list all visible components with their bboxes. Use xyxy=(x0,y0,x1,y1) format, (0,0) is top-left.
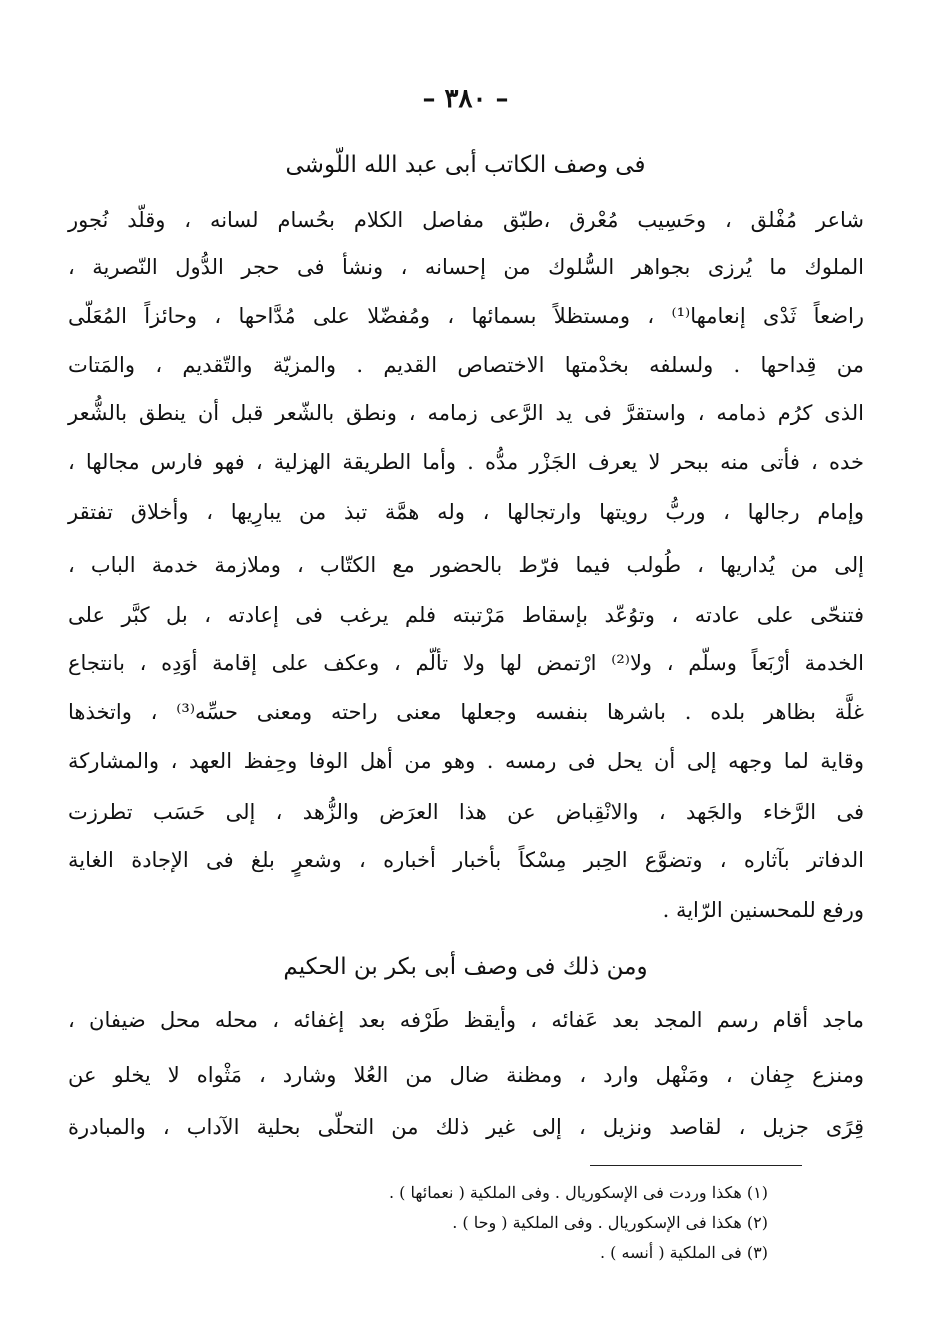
text-line: الملوك ما يُرزى بجواهر السُّلوك من إحسانه ، ونشأ فى حجر الدُّول النّصرية ، xyxy=(68,255,864,279)
text-line: فتنحّى على عادته ، وتوُعّد بإسقاط مَرْتبته فلم يرغب فى إعادته ، بل كبَّر على xyxy=(68,603,864,627)
text-line: خده ، فأتى منه ببحر لا يعرف الجَزْر مدُّه . وأما الطريقة الهزلية ، فهو فارس مجالها ، xyxy=(68,450,864,474)
text-line: إلى من يُداريها ، طُولب فيما فرّط بالحضور مع الكتّاب ، وملازمة خدمة الباب ، xyxy=(68,553,864,577)
text-line: شاعر مُفْلق ، وحَسِيب مُعْرق ،طبّق مفاصل الكلام بحُسام لسانه ، وقلّد نُجور xyxy=(68,208,864,232)
text-line: الدفاتر بآثاره ، وتضوَّع الحِبر مِسْكاً بأخبار أخباره ، وشعرٍ بلغ فى الإجادة الغاية xyxy=(68,848,864,872)
text-line: فى الرَّخاء والجَهد ، والانْقِباض عن هذا العرَض والزُّهد ، إلى حَسَب تطرزت xyxy=(68,800,864,824)
footnote: (٣) فى الملكية ( أنسه ) . xyxy=(599,1243,768,1262)
page-number: – ٣٨٠ – xyxy=(422,84,509,114)
text-line: ماجد أقام رسم المجد بعد عَفائه ، وأيقظ طَرْفه بعد إغفائه ، محله محل ضيفان ، xyxy=(68,1008,864,1032)
footnote: (٢) هكذا فى الإسكوريال . وفى الملكية ( وحا ) . xyxy=(452,1213,768,1232)
section-heading: فى وصف الكاتب أبى عبد الله اللّوشى xyxy=(285,152,646,178)
text-line: غلَّة بظاهر بلده . باشرها بنفسه وجعلها معنى راحته ومعنى حسِّه⁽³⁾ ، واتخذها xyxy=(68,700,864,724)
text-line: وقاية لما وجهه إلى أن يحل فى رمسه . وهو من أهل الوفا وحِفظ العهد ، والمشاركة xyxy=(68,749,864,773)
text-line: من قِداحها . ولسلفه بخدْمتها الاختصاص القديم . والمزيّة والتّقديم ، والمَتات xyxy=(68,353,864,377)
text-line: ورفع للمحسنين الرّاية . xyxy=(662,898,864,922)
footnote-separator xyxy=(590,1165,802,1166)
footnote: (١) هكذا وردت فى الإسكوريال . وفى الملكية ( نعمائها ) . xyxy=(388,1183,768,1202)
text-line: راضعاً ثَدْى إنعامها⁽¹⁾ ، ومستظلاً بسمائها ، ومُفضّلا على مُدَّاحها ، وحائزاً المُعَلّى xyxy=(68,304,865,328)
section-heading: ومن ذلك فى وصف أبى بكر بن الحكيم xyxy=(283,954,648,980)
text-line: ومنزع جِفان ، ومَنْهل وارد ، ومظنة ضال من العُلا وشارد ، مَثْواه لا يخلو عن xyxy=(68,1063,864,1087)
text-line: قِرًى جزيل ، لقاصد ونزيل ، إلى غير ذلك من التحلّى بحلية الآداب ، والمبادرة xyxy=(68,1115,864,1139)
text-line: الخدمة أرْبَعاً وسلّم ، ولا⁽²⁾ ارْتمض لها ولا تألّم ، وعكف على إقامة أوَدِه ، بانتجاع xyxy=(68,651,864,675)
text-line: الذى كرُم ذمامه ، واستقرَّ فى يد الرَّعى زمامه ، ونطق بالشّعر قبل أن ينطق بالشُّعر xyxy=(68,401,864,425)
text-line: وإمام رجالها ، وربُّ رويتها وارتجالها ، وله همَّة تبذ من يبارِيها ، وأخلاق تفتقر xyxy=(68,500,864,524)
